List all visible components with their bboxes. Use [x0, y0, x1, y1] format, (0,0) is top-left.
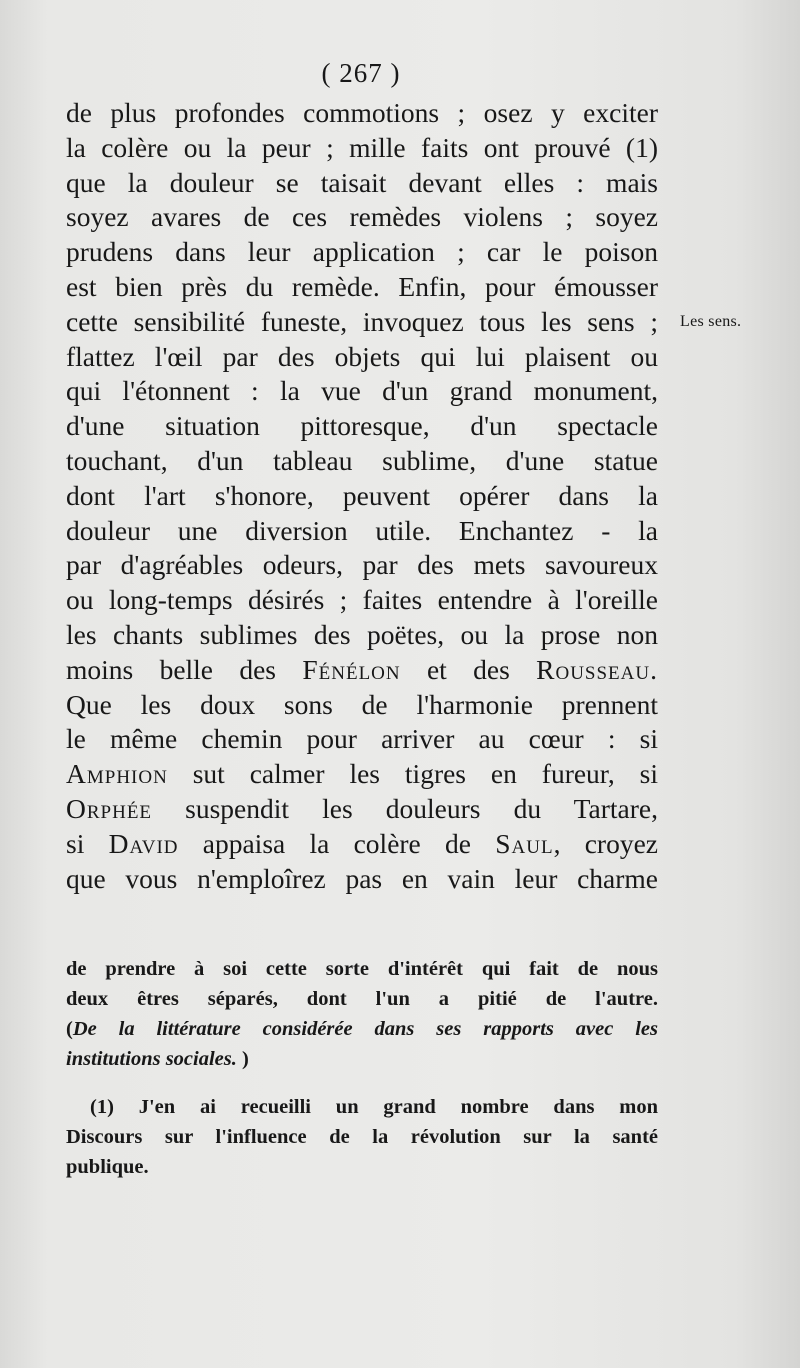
text-line: est bien près du remède. Enfin, pour émousser: [66, 270, 658, 302]
text-line: de plus profondes commotions ; osez y exciter: [66, 97, 658, 128]
text-line: que vous n'emploîrez pas en vain leur charme: [66, 862, 658, 894]
citation-title: De la littérature considérée dans ses rapports avec les: [72, 1018, 658, 1040]
text-line: dont l'art s'honore, peuvent opérer dans la: [66, 479, 658, 511]
proper-name: Rousseau.: [536, 653, 658, 685]
text-line: Que les doux sons de l'harmonie prennent: [66, 688, 658, 720]
note-line: de prendre à soi cette sorte d'intérêt qui fait de nous: [66, 958, 658, 980]
footnote-line: publique.: [66, 1156, 149, 1178]
text-segment: , croyez: [553, 827, 659, 859]
text-line: les chants sublimes des poëtes, ou la prose non: [66, 618, 658, 650]
text-line: cette sensibilité funeste, invoquez tous les sens ;: [66, 305, 658, 337]
footnote: [66, 1092, 658, 1182]
note-line: [66, 1044, 658, 1074]
text-line: la colère ou la peur ; mille faits ont prouvé (1): [66, 131, 658, 163]
text-segment: (: [66, 1018, 73, 1040]
text-segment: moins belle des: [66, 653, 303, 685]
text-line: touchant, d'un tableau sublime, d'une statue: [66, 444, 658, 476]
text-line: [66, 827, 658, 862]
note-line: deux êtres séparés, dont l'un a pitié de l'autre.: [66, 988, 658, 1010]
proper-name: Fénélon: [302, 653, 401, 685]
page-number: ( 267 ): [321, 58, 401, 88]
margin-note: Les sens.: [680, 313, 742, 330]
text-segment: si: [66, 827, 109, 859]
text-line: soyez avares de ces remèdes violens ; soyez: [66, 201, 658, 233]
footnote-line: (1) J'en ai recueilli un grand nombre dans mon: [90, 1096, 658, 1118]
text-line: qui l'étonnent : la vue d'un grand monument,: [66, 375, 658, 407]
text-line: douleur une diversion utile. Enchantez - la: [66, 514, 658, 546]
text-line: [66, 757, 658, 792]
text-line: d'une situation pittoresque, d'un spectacle: [66, 410, 658, 442]
main-text: [66, 96, 658, 896]
text-line: par d'agréables odeurs, par des mets savoureux: [66, 549, 658, 581]
text-line: que la douleur se taisait devant elles : mais: [66, 166, 658, 198]
quote-note: [66, 954, 658, 1074]
text-segment: et des: [400, 653, 537, 685]
text-line: ou long-temps désirés ; faites entendre à l'oreille: [66, 584, 658, 616]
text-segment: ): [236, 1048, 249, 1070]
text-line: [66, 653, 658, 688]
citation-title: institutions sociales.: [66, 1048, 237, 1070]
proper-name: Amphion: [66, 758, 168, 790]
note-line: [66, 1014, 658, 1044]
text-segment: appaisa la colère de: [178, 827, 496, 859]
proper-name: Saul: [495, 827, 554, 859]
proper-name: Orphée: [66, 792, 153, 824]
text-line: prudens dans leur application ; car le poison: [66, 236, 658, 268]
footnote-line: Discours sur l'influence de la révolution sur la santé: [66, 1126, 658, 1148]
text-line: flattez l'œil par des objets qui lui plaisent ou: [66, 340, 658, 372]
text-segment: suspendit les douleurs du Tartare,: [152, 792, 658, 824]
text-line: le même chemin pour arriver au cœur : si: [66, 723, 658, 755]
text-segment: sut calmer les tigres en fureur, si: [167, 758, 658, 790]
proper-name: David: [108, 827, 179, 859]
text-line: [66, 792, 658, 827]
